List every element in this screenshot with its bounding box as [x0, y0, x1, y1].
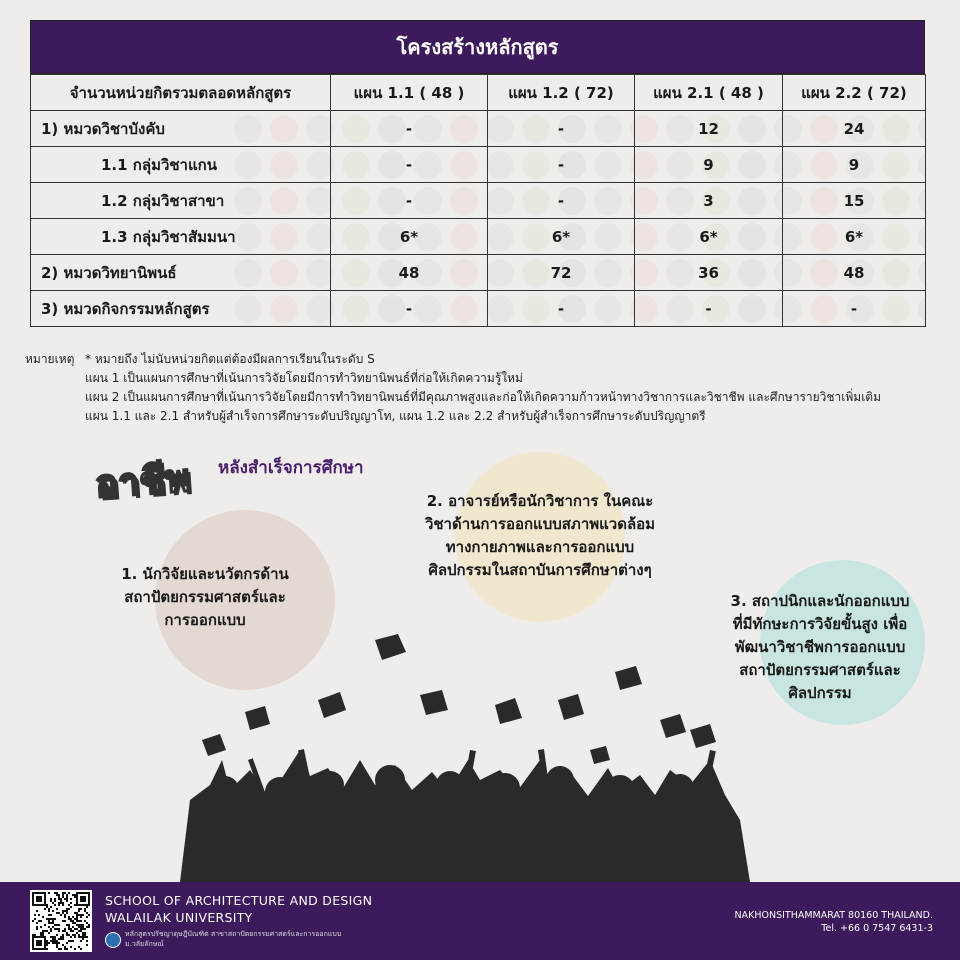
- cell-value: 6*: [635, 219, 783, 255]
- career-text-line: ที่มีทักษะการวิจัยขั้นสูง เพื่อ: [732, 615, 908, 633]
- table-title: โครงสร้างหลักสูตร: [30, 20, 925, 74]
- table-row: [31, 219, 926, 255]
- university-seal-icon: [105, 932, 121, 948]
- note-line: แผน 1 เป็นแผนการศึกษาที่เน้นการวิจัยโดยมีการทำวิทยานิพนธ์ที่ก่อให้เกิดความรู้ใหม่: [85, 371, 523, 385]
- cell-value: -: [331, 147, 488, 183]
- qr-code-icon[interactable]: [30, 890, 92, 952]
- career-text-line: สถาปัตยกรรมศาสตร์และ: [124, 588, 286, 606]
- cell-value: 3: [635, 183, 783, 219]
- header-plan-2-1: แผน 2.1 ( 48 ): [635, 75, 783, 111]
- cell-value: -: [783, 291, 926, 327]
- career-text-line: ทางกายภาพและการออกแบบ: [445, 538, 635, 556]
- table-row: [31, 291, 926, 327]
- cell-value: 6*: [331, 219, 488, 255]
- school-name: [105, 892, 372, 926]
- cell-value: 15: [783, 183, 926, 219]
- row-label: 2) หมวดวิทยานิพนธ์: [31, 255, 331, 291]
- cell-value: -: [635, 291, 783, 327]
- row-label: 3) หมวดกิจกรรมหลักสูตร: [31, 291, 331, 327]
- header-plan-1-2: แผน 1.2 ( 72): [488, 75, 635, 111]
- table-row: [31, 111, 926, 147]
- header-plan-1-1: แผน 1.1 ( 48 ): [331, 75, 488, 111]
- career-text-line: 1. นักวิจัยและนวัตกรด้าน: [121, 565, 289, 583]
- row-label: 1.2 กลุ่มวิชาสาขา: [31, 183, 331, 219]
- note-line: * หมายถึง ไม่นับหน่วยกิตแต่ต้องมีผลการเรียนในระดับ S: [85, 352, 375, 366]
- contact-info: [735, 909, 933, 935]
- cell-value: 6*: [783, 219, 926, 255]
- cell-value: -: [488, 147, 635, 183]
- notes-tag: หมายเหตุ: [25, 352, 75, 366]
- cell-value: 12: [635, 111, 783, 147]
- cell-value: 48: [783, 255, 926, 291]
- cell-value: 72: [488, 255, 635, 291]
- note-line: แผน 2 เป็นแผนการศึกษาที่เน้นการวิจัยโดยมีการทำวิทยานิพนธ์ที่มีคุณภาพสูงและก่อให้เกิดความก้าวหน้าทางวิชาการและวิชาชีพ และศึกษารายวิชาเพิ่มเติม: [85, 390, 882, 404]
- address: NAKHONSITHAMMARAT 80160 THAILAND.: [734, 910, 933, 921]
- cell-value: -: [331, 291, 488, 327]
- career-subheading: หลังสำเร็จการศึกษา: [218, 458, 364, 478]
- cell-value: 48: [331, 255, 488, 291]
- table-row: [31, 183, 926, 219]
- program-name: [125, 929, 341, 949]
- cell-value: -: [331, 183, 488, 219]
- cell-value: 24: [783, 111, 926, 147]
- cell-value: -: [331, 111, 488, 147]
- career-item-2: [395, 490, 685, 582]
- header-plan-2-2: แผน 2.2 ( 72): [783, 75, 926, 111]
- phone: Tel. +66 0 7547 6431-3: [821, 923, 933, 934]
- cell-value: -: [488, 111, 635, 147]
- career-text-line: 3. สถาปนิกและนักออกแบบ: [730, 592, 910, 610]
- curriculum-structure-table: [30, 20, 925, 327]
- career-text-line: การออกแบบ: [164, 611, 246, 629]
- row-label: 1.1 กลุ่มวิชาแกน: [31, 147, 331, 183]
- graduates-silhouette-illustration: [150, 600, 770, 882]
- cell-value: 9: [783, 147, 926, 183]
- cell-value: 9: [635, 147, 783, 183]
- table-header-row: [31, 75, 926, 111]
- career-text-line: ศิลปกรรมในสถาบันการศึกษาต่างๆ: [428, 561, 652, 579]
- cell-value: 6*: [488, 219, 635, 255]
- cell-value: -: [488, 291, 635, 327]
- career-text-line: ศิลปกรรม: [788, 684, 852, 702]
- career-text-line: 2. อาจารย์หรือนักวิชาการ ในคณะ: [426, 492, 654, 510]
- career-text-line: พัฒนาวิชาชีพการออกแบบ: [734, 638, 906, 656]
- career-text-line: สถาปัตยกรรมศาสตร์และ: [739, 661, 901, 679]
- career-text-line: วิชาด้านการออกแบบสภาพแวดล้อม: [424, 515, 656, 533]
- cell-value: 36: [635, 255, 783, 291]
- table-row: [31, 147, 926, 183]
- footer: [0, 882, 960, 960]
- header-credits: จำนวนหน่วยกิตรวมตลอดหลักสูตร: [31, 75, 331, 111]
- cell-value: -: [488, 183, 635, 219]
- career-heading: อาชีพ: [93, 455, 192, 507]
- program-line-2: ม.วลัยลักษณ์: [125, 940, 164, 948]
- school-line-2: WALAILAK UNIVERSITY: [105, 910, 253, 925]
- school-line-1: SCHOOL OF ARCHITECTURE AND DESIGN: [105, 893, 373, 908]
- note-line: แผน 1.1 และ 2.1 สำหรับผู้สำเร็จการศึกษาระดับปริญญาโท, แผน 1.2 และ 2.2 สำหรับผู้สำเร็จการศึกษาระดับปริญญาตรี: [85, 409, 706, 423]
- program-line-1: หลักสูตรปรัชญาดุษฎีบัณฑิต สาขาสถาปัตยกรรมศาสตร์และการออกแบบ: [125, 930, 342, 938]
- row-label: 1.3 กลุ่มวิชาสัมมนา: [31, 219, 331, 255]
- row-label: 1) หมวดวิชาบังคับ: [31, 111, 331, 147]
- notes-section: [25, 350, 881, 426]
- table-row: [31, 255, 926, 291]
